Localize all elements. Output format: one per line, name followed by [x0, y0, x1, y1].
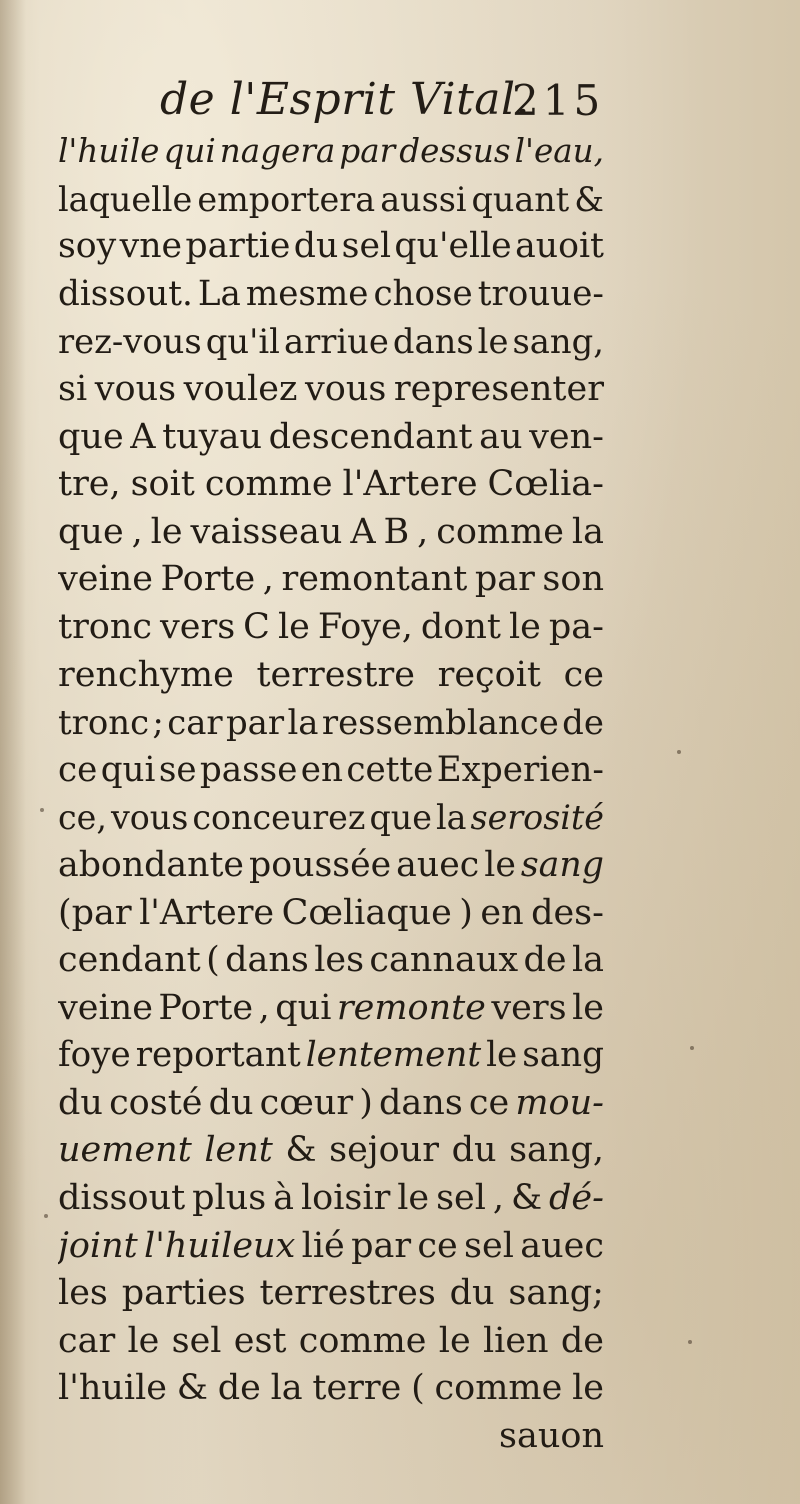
- word: du: [293, 226, 339, 267]
- word: par: [351, 1225, 412, 1266]
- text-line: [58, 318, 604, 366]
- word: remontant: [281, 559, 468, 600]
- text-line: [58, 1270, 604, 1318]
- word: l'huileux: [144, 1225, 296, 1266]
- word: est: [233, 1320, 287, 1361]
- word: ce: [58, 749, 98, 790]
- text-line: [58, 1032, 604, 1080]
- word: loisir: [300, 1178, 391, 1219]
- word: son: [542, 559, 604, 600]
- word: terre: [312, 1368, 402, 1409]
- running-head: de l'Esprit Vital.: [160, 74, 531, 125]
- word: C: [243, 606, 270, 647]
- word: en: [300, 749, 343, 790]
- text-line: [58, 176, 604, 224]
- word: par: [225, 703, 285, 743]
- word: se: [158, 749, 197, 790]
- word: car: [167, 703, 223, 743]
- word: vers: [491, 987, 567, 1028]
- word: l'huile: [58, 132, 160, 170]
- word: le: [486, 1035, 518, 1076]
- word: cannaux: [369, 940, 519, 981]
- word: au: [479, 416, 523, 457]
- text-line: [58, 223, 604, 271]
- word: parties: [121, 1273, 246, 1314]
- word: le: [150, 511, 183, 552]
- text-line: [58, 366, 604, 414]
- word: ce,: [58, 798, 107, 838]
- word: sejour: [329, 1130, 439, 1171]
- word: dé-: [549, 1178, 604, 1219]
- word: l'huile: [58, 1368, 167, 1409]
- word: dissout.: [58, 273, 193, 314]
- word: qu'il: [205, 322, 280, 362]
- word: le: [277, 606, 310, 647]
- word: sang;: [508, 1273, 604, 1314]
- word: en: [480, 892, 524, 933]
- word: trouue-: [477, 273, 604, 314]
- text-line: [58, 271, 604, 319]
- word: pa-: [548, 606, 604, 647]
- word: laquelle: [58, 179, 193, 219]
- word: rez-vous: [58, 322, 202, 362]
- word: tuyau: [162, 416, 262, 457]
- word: le: [438, 1320, 471, 1361]
- word: plus: [192, 1178, 267, 1219]
- word: le: [572, 987, 604, 1028]
- word: nagera: [219, 132, 336, 170]
- word: sel: [464, 1225, 514, 1266]
- word: ,: [262, 559, 274, 600]
- word: arriue: [283, 322, 389, 362]
- word: lié: [301, 1225, 345, 1266]
- word: la: [571, 511, 604, 552]
- word: les: [58, 1273, 108, 1314]
- word: sang: [522, 1035, 604, 1076]
- word: dont: [420, 606, 501, 647]
- word: auec: [520, 1225, 604, 1266]
- word: sel: [341, 226, 392, 267]
- word: dans: [225, 940, 309, 981]
- word: vaisseau: [190, 511, 343, 552]
- word: l'eau,: [514, 132, 604, 170]
- word: qui: [163, 132, 216, 170]
- word: car: [58, 1320, 116, 1361]
- word: renchyme: [58, 654, 234, 695]
- word: tre,: [58, 464, 121, 505]
- word: mesme: [245, 273, 369, 314]
- word: remonte: [336, 987, 486, 1028]
- word: des-: [531, 892, 604, 933]
- word: par: [474, 559, 535, 600]
- page-header: [0, 74, 800, 134]
- word: (par: [58, 892, 132, 933]
- word: que: [369, 798, 432, 838]
- word: terrestres: [259, 1273, 436, 1314]
- word: qui: [275, 987, 332, 1028]
- word: lent: [204, 1130, 273, 1171]
- word: emportera: [197, 179, 376, 219]
- word: le: [508, 606, 541, 647]
- word: de: [560, 1320, 604, 1361]
- word: qu'elle: [394, 226, 512, 267]
- text-line: [58, 128, 604, 176]
- word: ): [459, 892, 473, 933]
- word: les: [314, 940, 365, 981]
- word: comme: [434, 1368, 563, 1409]
- word: representer: [393, 368, 604, 409]
- word: &: [574, 179, 604, 219]
- text-line: [58, 509, 604, 557]
- word: du: [449, 1273, 495, 1314]
- word: vne: [119, 226, 183, 267]
- word: ce: [563, 654, 604, 695]
- word: comme: [298, 1320, 427, 1361]
- word: cœur: [259, 1082, 354, 1123]
- word: ,: [258, 987, 270, 1028]
- word: ): [359, 1082, 373, 1123]
- word: sang,: [512, 322, 604, 362]
- catchword: sauon: [499, 1416, 604, 1457]
- word: tronc: [58, 703, 150, 743]
- word: de: [562, 703, 604, 743]
- word: par: [339, 132, 396, 170]
- word: dissout: [58, 1178, 186, 1219]
- text-line: [58, 985, 604, 1033]
- word: reçoit: [437, 654, 541, 695]
- text-line: [58, 556, 604, 604]
- text-line: [58, 1127, 604, 1175]
- word: La: [197, 273, 241, 314]
- word: sang,: [509, 1130, 604, 1171]
- word: auec: [396, 844, 480, 885]
- word: lentement: [305, 1035, 482, 1076]
- word: A: [350, 511, 376, 552]
- word: du: [451, 1130, 497, 1171]
- text-line: [58, 794, 604, 842]
- word: Cœliaque: [281, 892, 452, 933]
- word: ressemblance: [321, 703, 559, 743]
- word: descendant: [268, 416, 473, 457]
- paper-speck: [688, 1340, 692, 1344]
- word: sel: [436, 1178, 486, 1219]
- paper-speck: [690, 1046, 694, 1050]
- text-line: [58, 414, 604, 462]
- text-line: [58, 747, 604, 795]
- text-line: [58, 652, 604, 700]
- word: tronc: [58, 606, 153, 647]
- word: Experien-: [436, 749, 604, 790]
- word: que: [58, 416, 124, 457]
- word: B: [383, 511, 410, 552]
- word: le: [397, 1178, 430, 1219]
- text-line: [58, 1175, 604, 1223]
- word: &: [510, 1178, 543, 1219]
- word: &: [285, 1130, 317, 1171]
- word: du: [58, 1082, 103, 1123]
- word: veine: [58, 987, 153, 1028]
- word: joint: [58, 1225, 138, 1266]
- page-number: 215: [512, 76, 605, 125]
- word: le: [127, 1320, 160, 1361]
- word: ;: [152, 703, 164, 743]
- word: comme: [204, 464, 333, 505]
- word: sel: [171, 1320, 222, 1361]
- word: la: [287, 703, 319, 743]
- word: Porte: [158, 987, 254, 1028]
- word: auoit: [515, 226, 604, 267]
- word: reportant: [135, 1035, 301, 1076]
- word: abondante: [58, 844, 244, 885]
- word: si: [58, 368, 88, 409]
- text-line: [58, 1223, 604, 1271]
- word: voulez: [183, 368, 298, 409]
- word: la: [571, 940, 604, 981]
- word: Foye,: [317, 606, 413, 647]
- word: ,: [131, 511, 143, 552]
- word: soit: [130, 464, 195, 505]
- word: du: [208, 1082, 254, 1123]
- body-text: [58, 128, 604, 1461]
- word: mou-: [515, 1082, 604, 1123]
- word: conceurez: [192, 798, 366, 838]
- word: serosité: [470, 798, 604, 838]
- word: sang: [520, 844, 604, 885]
- word: veine: [58, 559, 153, 600]
- word: vous: [304, 368, 387, 409]
- gutter-shadow: [0, 0, 26, 1504]
- word: lien: [482, 1320, 549, 1361]
- word: soy: [58, 226, 117, 267]
- word: passe: [199, 749, 298, 790]
- word: cette: [346, 749, 434, 790]
- word: l'Artere: [342, 464, 478, 505]
- word: le: [484, 844, 516, 885]
- word: l'Artere: [139, 892, 275, 933]
- word: foye: [58, 1035, 131, 1076]
- word: (: [206, 940, 220, 981]
- word: Cœlia-: [487, 464, 604, 505]
- text-line: [58, 890, 604, 938]
- word: ,: [492, 1178, 505, 1219]
- word: la: [435, 798, 467, 838]
- word: vers: [160, 606, 236, 647]
- word: de: [217, 1368, 261, 1409]
- word: aussi: [380, 179, 467, 219]
- word: ,: [417, 511, 429, 552]
- word: à: [273, 1178, 295, 1219]
- word: que: [58, 511, 124, 552]
- word: (: [411, 1368, 425, 1409]
- paper-speck: [44, 1214, 48, 1218]
- word: ce: [468, 1082, 510, 1123]
- word: le: [572, 1368, 604, 1409]
- word: chose: [373, 273, 473, 314]
- word: le: [477, 322, 509, 362]
- paper-speck: [677, 750, 681, 754]
- word: uement: [58, 1130, 192, 1171]
- text-line: [58, 699, 604, 747]
- word: ce: [417, 1225, 458, 1266]
- word: la: [270, 1368, 303, 1409]
- word: &: [176, 1368, 208, 1409]
- text-line: [58, 604, 604, 652]
- word: A: [130, 416, 156, 457]
- paper-speck: [40, 808, 44, 812]
- word: terrestre: [256, 654, 415, 695]
- text-line: [58, 1365, 604, 1413]
- word: partie: [185, 226, 291, 267]
- text-line: [58, 461, 604, 509]
- word: poussée: [248, 844, 392, 885]
- word: cendant: [58, 940, 201, 981]
- text-line: [58, 1080, 604, 1128]
- text-line: [58, 1318, 604, 1366]
- word: de: [523, 940, 567, 981]
- word: dessus: [399, 132, 511, 170]
- word: dans: [379, 1082, 463, 1123]
- word: dans: [392, 322, 474, 362]
- catchword-line: [58, 1413, 604, 1461]
- text-line: [58, 937, 604, 985]
- word: comme: [436, 511, 564, 552]
- word: costé: [109, 1082, 203, 1123]
- word: vous: [110, 798, 189, 838]
- word: qui: [100, 749, 156, 790]
- word: quant: [471, 179, 570, 219]
- word: vous: [94, 368, 177, 409]
- text-line: [58, 842, 604, 890]
- word: Porte: [160, 559, 256, 600]
- word: ven-: [529, 416, 604, 457]
